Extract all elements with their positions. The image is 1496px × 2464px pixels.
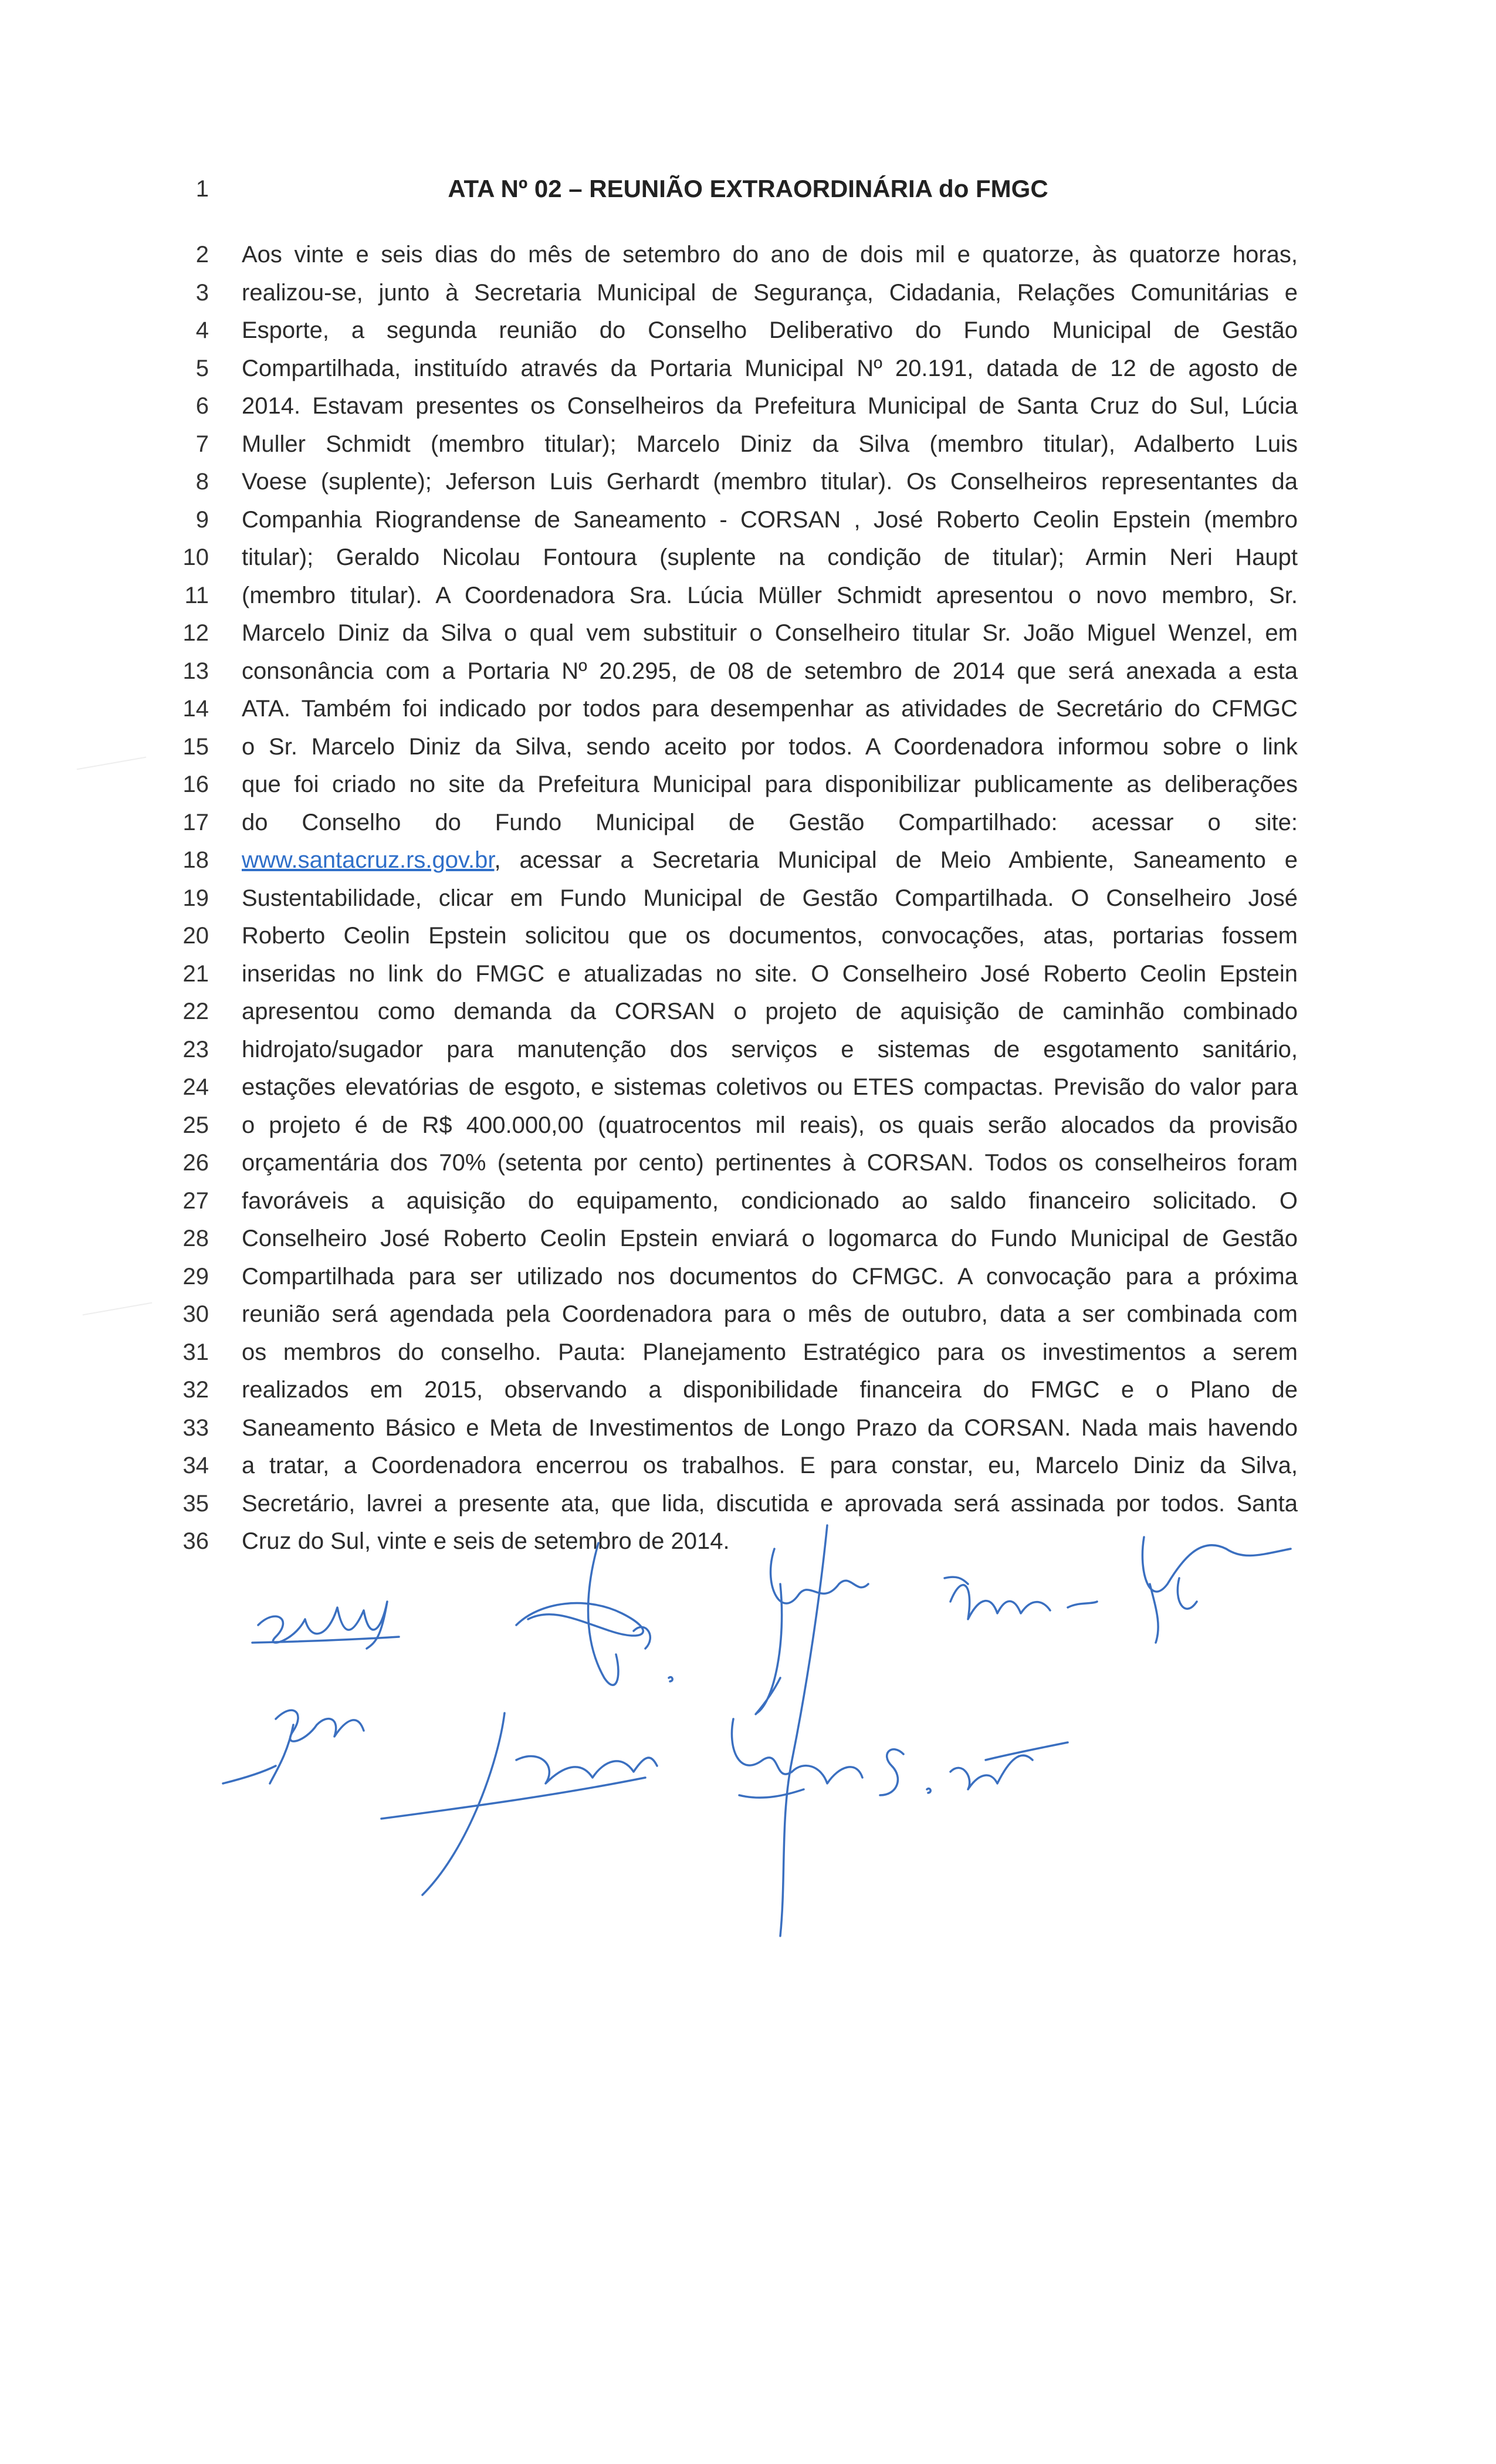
line-number: 2 — [195, 242, 209, 268]
line-number: 5 — [195, 355, 209, 381]
website-link[interactable]: www.santacruz.rs.gov.br — [242, 847, 495, 873]
line-number: 26 — [182, 1150, 209, 1176]
line-number: 33 — [182, 1414, 209, 1441]
line-number: 13 — [182, 658, 209, 684]
text-line: Marcelo Diniz da Silva o qual vem substituir o Conselheiro titular Sr. João Miguel Wenzel, em — [242, 620, 1298, 646]
line-number: 7 — [195, 431, 209, 457]
text-line: hidrojato/sugador para manutenção dos serviços e sistemas de esgotamento sanitário, — [242, 1036, 1298, 1062]
line-number: 6 — [195, 393, 209, 419]
text-line: Companhia Riograndense de Saneamento - CORSAN , José Roberto Ceolin Epstein (membro — [242, 506, 1298, 533]
signature-7 — [422, 1713, 505, 1895]
line-number: 23 — [182, 1036, 209, 1062]
line-number: 17 — [182, 809, 209, 835]
line-number: 29 — [182, 1263, 209, 1289]
line-number: 28 — [182, 1226, 209, 1251]
signature-1 — [258, 1602, 387, 1649]
text-line: estações elevatórias de esgoto, e sistemas coletivos ou ETES compactas. Previsão do valor para — [242, 1074, 1298, 1100]
line-number: 3 — [195, 279, 209, 306]
signature-6 — [223, 1766, 276, 1783]
line-number: 35 — [182, 1490, 209, 1517]
line-number: 34 — [182, 1453, 209, 1478]
text-line: (membro titular). A Coordenadora Sra. Lúcia Müller Schmidt apresentou o novo membro, Sr. — [242, 582, 1298, 608]
text-line: consonância com a Portaria Nº 20.295, de 08 de setembro de 2014 que será anexada a esta — [242, 658, 1298, 684]
line-number: 4 — [195, 317, 209, 343]
text-line: 2014. Estavam presentes os Conselheiros da Prefeitura Municipal de Santa Cruz do Sul, Lúcia — [242, 393, 1298, 419]
line-number: 14 — [182, 696, 209, 722]
line-number: 25 — [182, 1112, 209, 1138]
text-line: Saneamento Básico e Meta de Investimentos de Longo Prazo da CORSAN. Nada mais havendo — [242, 1414, 1298, 1441]
signature-2 — [669, 1677, 672, 1681]
signature-8 — [732, 1719, 862, 1783]
line-number: 15 — [182, 733, 209, 760]
scan-smudge — [77, 757, 147, 770]
signature-6 — [270, 1725, 293, 1783]
signature-9 — [880, 1749, 903, 1795]
text-line: Cruz do Sul, vinte e seis de setembro de 2014. — [242, 1528, 730, 1554]
line-number: 16 — [182, 771, 209, 797]
text-line: Voese (suplente); Jeferson Luis Gerhardt (membro titular). Os Conselheiros representantes da — [242, 469, 1298, 495]
line-number: 30 — [182, 1301, 209, 1327]
text-line: titular); Geraldo Nicolau Fontoura (suplente na condição de titular); Armin Neri Haupt — [242, 544, 1298, 570]
line-number: 12 — [182, 620, 209, 646]
signature-7 — [516, 1756, 657, 1783]
text-line: Compartilhada para ser utilizado nos documentos do CFMGC. A convocação para a próxima — [242, 1263, 1298, 1289]
line-number: 10 — [182, 544, 209, 570]
line-number: 21 — [182, 960, 209, 987]
line-number: 32 — [182, 1377, 209, 1403]
text-line: inseridas no link do FMGC e atualizadas no site. O Conselheiro José Roberto Ceolin Epstein — [242, 960, 1298, 987]
signature-9 — [986, 1742, 1068, 1760]
line-number: 1 — [195, 176, 209, 202]
signature-1 — [252, 1637, 399, 1643]
signature-2 — [634, 1627, 650, 1649]
line-number: 18 — [182, 847, 209, 873]
signature-3 — [771, 1549, 868, 1603]
line-number: 22 — [182, 999, 209, 1024]
line-number: 31 — [182, 1339, 209, 1365]
text-line: Conselheiro José Roberto Ceolin Epstein enviará o logomarca do Fundo Municipal de Gestão — [242, 1226, 1298, 1251]
text-line: Compartilhada, instituído através da Portaria Municipal Nº 20.191, datada de 12 de agosto de — [242, 355, 1298, 381]
scan-smudge — [83, 1302, 153, 1316]
signature-8 — [739, 1789, 804, 1798]
signature-6 — [276, 1710, 364, 1741]
text-line: favoráveis a aquisição do equipamento, condicionado ao saldo financeiro solicitado. O — [242, 1187, 1298, 1214]
signature-2 — [516, 1603, 643, 1636]
text-line: Roberto Ceolin Epstein solicitou que os documentos, convocações, atas, portarias fossem — [242, 923, 1298, 949]
signature-9 — [950, 1755, 1033, 1789]
signature-4 — [1068, 1602, 1097, 1607]
text-line: que foi criado no site da Prefeitura Municipal para disponibilizar publicamente as deliberações — [242, 771, 1298, 797]
signature-3 — [756, 1584, 782, 1714]
signature-4 — [945, 1577, 968, 1584]
text-line: os membros do conselho. Pauta: Planejamento Estratégico para os investimentos a serem — [242, 1339, 1298, 1365]
signature-5 — [1150, 1584, 1158, 1643]
text-line: Muller Schmidt (membro titular); Marcelo Diniz da Silva (membro titular), Adalberto Luis — [242, 431, 1298, 457]
text-line: Aos vinte e seis dias do mês de setembro do ano de dois mil e quatorze, às quatorze horas, — [242, 242, 1298, 268]
text-line: Sustentabilidade, clicar em Fundo Municipal de Gestão Compartilhada. O Conselheiro José — [242, 885, 1298, 911]
line-number: 27 — [182, 1187, 209, 1214]
signature-2 — [588, 1543, 618, 1685]
text-line: reunião será agendada pela Coordenadora para o mês de outubro, data a ser combinada com — [242, 1301, 1298, 1327]
text-line: realizados em 2015, observando a disponibilidade financeira do FMGC e o Plano de — [242, 1377, 1298, 1403]
text-line: ATA. Também foi indicado por todos para desempenhar as atividades de Secretário do CFMGC — [242, 696, 1298, 722]
text-line: o Sr. Marcelo Diniz da Silva, sendo aceito por todos. A Coordenadora informou sobre o link — [242, 733, 1298, 760]
text-line: orçamentária dos 70% (setenta por cento) pertinentes à CORSAN. Todos os conselheiros foram — [242, 1150, 1298, 1176]
text-line: realizou-se, junto à Secretaria Municipal de Segurança, Cidadania, Relações Comunitárias e — [242, 279, 1298, 306]
text-line: o projeto é de R$ 400.000,00 (quatrocentos mil reais), os quais serão alocados da provisão — [242, 1112, 1298, 1138]
line-number: 24 — [182, 1074, 209, 1100]
line-number: 36 — [182, 1528, 209, 1554]
line-number: 20 — [182, 923, 209, 949]
text-line — [242, 847, 1298, 874]
line-number: 11 — [184, 582, 209, 608]
signature-5 — [1177, 1578, 1197, 1609]
signature-3 — [780, 1525, 827, 1936]
line-number: 9 — [195, 506, 209, 533]
text-line: a tratar, a Coordenadora encerrou os trabalhos. E para constar, eu, Marcelo Diniz da Silva, — [242, 1453, 1298, 1478]
signature-4 — [950, 1585, 1050, 1619]
text-line-rest: , acessar a Secretaria Municipal de Meio Ambiente, Saneamento e — [494, 847, 1298, 873]
signature-7 — [381, 1778, 645, 1819]
signature-9 — [927, 1789, 930, 1793]
line-number: 8 — [195, 469, 209, 495]
text-line: Secretário, lavrei a presente ata, que lida, discutida e aprovada será assinada por todos. Santa — [242, 1490, 1298, 1517]
line-number: 19 — [182, 885, 209, 911]
text-line: do Conselho do Fundo Municipal de Gestão Compartilhado: acessar o site: — [242, 809, 1298, 835]
text-line: apresentou como demanda da CORSAN o projeto de aquisição de caminhão combinado — [242, 999, 1298, 1024]
text-line: Esporte, a segunda reunião do Conselho Deliberativo do Fundo Municipal de Gestão — [242, 317, 1298, 343]
document-title: ATA Nº 02 – REUNIÃO EXTRAORDINÁRIA do FMGC — [448, 175, 1048, 202]
